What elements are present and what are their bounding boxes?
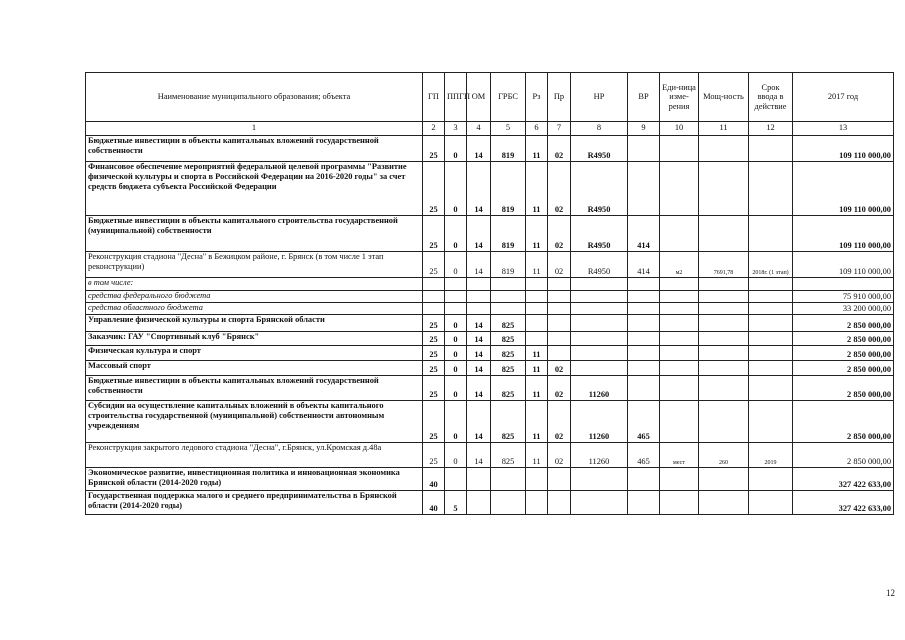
col-number: 1 [86, 122, 423, 136]
cell-nr: R4950 [571, 136, 628, 162]
cell-vr [628, 468, 660, 491]
cell-term [749, 332, 793, 346]
cell-rz: 11 [526, 216, 548, 252]
cell-om: 14 [467, 136, 491, 162]
cell-ppgp: 0 [445, 401, 467, 443]
cell-rz: 11 [526, 401, 548, 443]
cell-gp: 40 [423, 468, 445, 491]
cell-grbs: 825 [491, 332, 526, 346]
cell-gp [423, 278, 445, 291]
cell-pr: 02 [548, 401, 571, 443]
cell-term [749, 376, 793, 401]
cell-rz [526, 491, 548, 515]
cell-rz: 11 [526, 376, 548, 401]
cell-name: средства федерального бюджета [86, 291, 423, 303]
cell-unit [660, 162, 699, 216]
cell-name: Бюджетные инвестиции в объекты капитальных вложений государственной собственности [86, 376, 423, 401]
col-number: 5 [491, 122, 526, 136]
cell-term [749, 401, 793, 443]
cell-ppgp: 0 [445, 332, 467, 346]
col-number: 3 [445, 122, 467, 136]
cell-om: 14 [467, 216, 491, 252]
cell-nr: 11260 [571, 376, 628, 401]
header-unit: Еди-ница изме-рения [660, 73, 699, 122]
cell-gp: 25 [423, 162, 445, 216]
cell-term [749, 346, 793, 361]
header-row [86, 73, 894, 122]
cell-nr [571, 315, 628, 332]
cell-unit [660, 346, 699, 361]
col-number: 4 [467, 122, 491, 136]
table-row [86, 252, 894, 278]
cell-unit [660, 216, 699, 252]
cell-ppgp [445, 278, 467, 291]
cell-grbs: 819 [491, 136, 526, 162]
cell-unit [660, 278, 699, 291]
cell-unit [660, 491, 699, 515]
column-number-row [86, 122, 894, 136]
cell-grbs: 819 [491, 162, 526, 216]
cell-sum: 109 110 000,00 [793, 216, 894, 252]
cell-nr [571, 332, 628, 346]
cell-om: 14 [467, 401, 491, 443]
cell-power [699, 291, 749, 303]
header-power: Мощ-ность [699, 73, 749, 122]
cell-om: 14 [467, 162, 491, 216]
cell-grbs: 819 [491, 252, 526, 278]
cell-grbs [491, 278, 526, 291]
cell-name: средства областного бюджета [86, 303, 423, 315]
cell-unit [660, 291, 699, 303]
cell-gp: 25 [423, 443, 445, 468]
cell-pr: 02 [548, 136, 571, 162]
cell-power [699, 303, 749, 315]
cell-grbs [491, 468, 526, 491]
col-number: 7 [548, 122, 571, 136]
cell-ppgp: 5 [445, 491, 467, 515]
table-row [86, 303, 894, 315]
cell-vr: 414 [628, 216, 660, 252]
table-row [86, 315, 894, 332]
cell-power [699, 332, 749, 346]
cell-om [467, 491, 491, 515]
cell-rz: 11 [526, 361, 548, 376]
cell-sum: 2 850 000,00 [793, 443, 894, 468]
cell-vr [628, 291, 660, 303]
cell-gp [423, 291, 445, 303]
cell-rz [526, 468, 548, 491]
cell-grbs: 825 [491, 315, 526, 332]
cell-pr [548, 315, 571, 332]
cell-ppgp: 0 [445, 216, 467, 252]
col-number: 10 [660, 122, 699, 136]
cell-grbs: 819 [491, 216, 526, 252]
table-row [86, 443, 894, 468]
cell-vr: 465 [628, 401, 660, 443]
cell-vr [628, 332, 660, 346]
table-row [86, 216, 894, 252]
cell-unit [660, 361, 699, 376]
header-term: Срок ввода в действие [749, 73, 793, 122]
cell-ppgp [445, 468, 467, 491]
col-number: 9 [628, 122, 660, 136]
cell-gp: 25 [423, 361, 445, 376]
header-sum: 2017 год [793, 73, 894, 122]
cell-pr [548, 278, 571, 291]
cell-pr [548, 346, 571, 361]
cell-unit [660, 468, 699, 491]
cell-nr [571, 303, 628, 315]
cell-term [749, 491, 793, 515]
cell-power [699, 278, 749, 291]
cell-om: 14 [467, 376, 491, 401]
cell-nr: 11260 [571, 443, 628, 468]
cell-nr: R4950 [571, 162, 628, 216]
cell-term: 2018г. (1 этап) [749, 252, 793, 278]
cell-ppgp: 0 [445, 346, 467, 361]
cell-vr [628, 491, 660, 515]
table-row [86, 361, 894, 376]
cell-pr [548, 332, 571, 346]
cell-grbs [491, 491, 526, 515]
cell-pr: 02 [548, 162, 571, 216]
cell-om: 14 [467, 346, 491, 361]
cell-gp: 25 [423, 252, 445, 278]
cell-ppgp: 0 [445, 361, 467, 376]
cell-sum: 75 910 000,00 [793, 291, 894, 303]
cell-nr: R4950 [571, 252, 628, 278]
cell-gp: 25 [423, 315, 445, 332]
cell-power [699, 162, 749, 216]
cell-sum: 2 850 000,00 [793, 376, 894, 401]
table-row [86, 278, 894, 291]
cell-pr [548, 491, 571, 515]
header-grbs: ГРБС [491, 73, 526, 122]
cell-om: 14 [467, 252, 491, 278]
cell-sum: 109 110 000,00 [793, 162, 894, 216]
cell-sum: 2 850 000,00 [793, 361, 894, 376]
cell-rz [526, 291, 548, 303]
col-number: 6 [526, 122, 548, 136]
cell-rz: 11 [526, 252, 548, 278]
cell-vr: 465 [628, 443, 660, 468]
cell-vr [628, 303, 660, 315]
cell-pr: 02 [548, 252, 571, 278]
cell-term: 2019 [749, 443, 793, 468]
cell-vr: 414 [628, 252, 660, 278]
cell-power [699, 376, 749, 401]
cell-rz [526, 315, 548, 332]
cell-grbs: 825 [491, 401, 526, 443]
cell-ppgp: 0 [445, 376, 467, 401]
cell-term [749, 162, 793, 216]
table-row [86, 136, 894, 162]
cell-name: Заказчик: ГАУ "Спортивный клуб "Брянск" [86, 332, 423, 346]
page-number: 12 [886, 588, 895, 598]
cell-unit [660, 303, 699, 315]
cell-power [699, 491, 749, 515]
cell-nr: R4950 [571, 216, 628, 252]
cell-vr [628, 162, 660, 216]
cell-ppgp: 0 [445, 443, 467, 468]
cell-unit: мест [660, 443, 699, 468]
cell-sum: 2 850 000,00 [793, 315, 894, 332]
cell-power [699, 315, 749, 332]
col-number: 11 [699, 122, 749, 136]
cell-grbs: 825 [491, 346, 526, 361]
cell-nr [571, 361, 628, 376]
cell-om [467, 303, 491, 315]
cell-rz: 11 [526, 136, 548, 162]
cell-name: Физическая культура и спорт [86, 346, 423, 361]
table-row [86, 491, 894, 515]
cell-ppgp: 0 [445, 252, 467, 278]
header-nr: НР [571, 73, 628, 122]
cell-rz [526, 303, 548, 315]
cell-grbs [491, 291, 526, 303]
table-row [86, 291, 894, 303]
header-pr: Пр [548, 73, 571, 122]
cell-vr [628, 278, 660, 291]
cell-nr [571, 346, 628, 361]
cell-name: Управление физической культуры и спорта Брянской области [86, 315, 423, 332]
cell-pr: 02 [548, 376, 571, 401]
table-row [86, 346, 894, 361]
cell-power [699, 361, 749, 376]
cell-term [749, 468, 793, 491]
header-gp: ГП [423, 73, 445, 122]
cell-unit [660, 401, 699, 443]
cell-ppgp: 0 [445, 136, 467, 162]
cell-name: Экономическое развитие, инвестиционная политика и инновационная экономика Брянской области (2014-2020 годы) [86, 468, 423, 491]
table-row [86, 401, 894, 443]
header-ppgp: ППГП [445, 73, 467, 122]
cell-nr: 11260 [571, 401, 628, 443]
cell-ppgp [445, 303, 467, 315]
cell-name: Реконструкция закрытого ледового стадиона "Десна", г.Брянск, ул.Кромская д.48а [86, 443, 423, 468]
cell-sum: 2 850 000,00 [793, 401, 894, 443]
cell-sum: 109 110 000,00 [793, 252, 894, 278]
table-row [86, 468, 894, 491]
cell-ppgp [445, 291, 467, 303]
cell-pr: 02 [548, 361, 571, 376]
cell-vr [628, 361, 660, 376]
cell-ppgp: 0 [445, 162, 467, 216]
header-rz: Рз [526, 73, 548, 122]
cell-om: 14 [467, 443, 491, 468]
cell-grbs: 825 [491, 443, 526, 468]
cell-unit [660, 315, 699, 332]
budget-table [85, 72, 894, 515]
cell-pr: 02 [548, 443, 571, 468]
cell-vr [628, 346, 660, 361]
cell-pr [548, 303, 571, 315]
cell-gp: 40 [423, 491, 445, 515]
cell-rz: 11 [526, 443, 548, 468]
cell-nr [571, 291, 628, 303]
col-number: 2 [423, 122, 445, 136]
cell-name: в том числе: [86, 278, 423, 291]
cell-unit [660, 136, 699, 162]
cell-ppgp: 0 [445, 315, 467, 332]
cell-vr [628, 136, 660, 162]
cell-nr [571, 491, 628, 515]
cell-term [749, 303, 793, 315]
cell-term [749, 315, 793, 332]
cell-sum: 327 422 633,00 [793, 491, 894, 515]
header-name: Наименование муниципального образования; объекта [86, 73, 423, 122]
cell-power [699, 136, 749, 162]
cell-nr [571, 468, 628, 491]
table-row [86, 332, 894, 346]
cell-sum: 33 200 000,00 [793, 303, 894, 315]
cell-rz [526, 332, 548, 346]
cell-gp: 25 [423, 401, 445, 443]
cell-grbs [491, 303, 526, 315]
cell-grbs: 825 [491, 361, 526, 376]
header-vr: ВР [628, 73, 660, 122]
cell-term [749, 361, 793, 376]
cell-vr [628, 376, 660, 401]
cell-om [467, 291, 491, 303]
cell-term [749, 291, 793, 303]
cell-grbs: 825 [491, 376, 526, 401]
cell-sum: 109 110 000,00 [793, 136, 894, 162]
cell-pr [548, 468, 571, 491]
col-number: 8 [571, 122, 628, 136]
cell-unit [660, 332, 699, 346]
cell-rz: 11 [526, 162, 548, 216]
cell-om [467, 468, 491, 491]
table-row [86, 376, 894, 401]
cell-om: 14 [467, 332, 491, 346]
cell-gp [423, 303, 445, 315]
cell-om: 14 [467, 361, 491, 376]
cell-unit: м2 [660, 252, 699, 278]
cell-name: Бюджетные инвестиции в объекты капитального строительства государственной (муниципальной) собственности [86, 216, 423, 252]
cell-om: 14 [467, 315, 491, 332]
cell-rz: 11 [526, 346, 548, 361]
cell-gp: 25 [423, 216, 445, 252]
cell-pr [548, 291, 571, 303]
cell-power [699, 468, 749, 491]
cell-term [749, 278, 793, 291]
cell-power: 7691,78 [699, 252, 749, 278]
cell-unit [660, 376, 699, 401]
cell-power [699, 401, 749, 443]
cell-name: Государственная поддержка малого и среднего предпринимательства в Брянской области (2014-2020 годы) [86, 491, 423, 515]
cell-vr [628, 315, 660, 332]
cell-sum: 2 850 000,00 [793, 346, 894, 361]
cell-term [749, 136, 793, 162]
cell-name: Массовый спорт [86, 361, 423, 376]
cell-nr [571, 278, 628, 291]
cell-term [749, 216, 793, 252]
cell-gp: 25 [423, 376, 445, 401]
cell-sum: 327 422 633,00 [793, 468, 894, 491]
header-om: ОМ [467, 73, 491, 122]
cell-name: Реконструкция стадиона "Десна" в Бежицком районе, г. Брянск (в том числе 1 этап реконструкции) [86, 252, 423, 278]
cell-pr: 02 [548, 216, 571, 252]
cell-rz [526, 278, 548, 291]
cell-gp: 25 [423, 346, 445, 361]
cell-gp: 25 [423, 332, 445, 346]
table-row [86, 162, 894, 216]
col-number: 12 [749, 122, 793, 136]
cell-sum: 2 850 000,00 [793, 332, 894, 346]
cell-power [699, 346, 749, 361]
cell-gp: 25 [423, 136, 445, 162]
cell-power: 260 [699, 443, 749, 468]
cell-om [467, 278, 491, 291]
cell-name: Субсидии на осуществление капитальных вложений в объекты капитального строительства государственной (муниципальной) собственности автономным учреждениям [86, 401, 423, 443]
cell-name: Финансовое обеспечение мероприятий федеральной целевой программы "Развитие физической культуры и спорта в Российской Федерации на 2016-2020 годы" за счет средств бюджета субъекта Российской Федерации [86, 162, 423, 216]
col-number: 13 [793, 122, 894, 136]
cell-power [699, 216, 749, 252]
cell-name: Бюджетные инвестиции в объекты капитальных вложений государственной собственности [86, 136, 423, 162]
cell-sum [793, 278, 894, 291]
